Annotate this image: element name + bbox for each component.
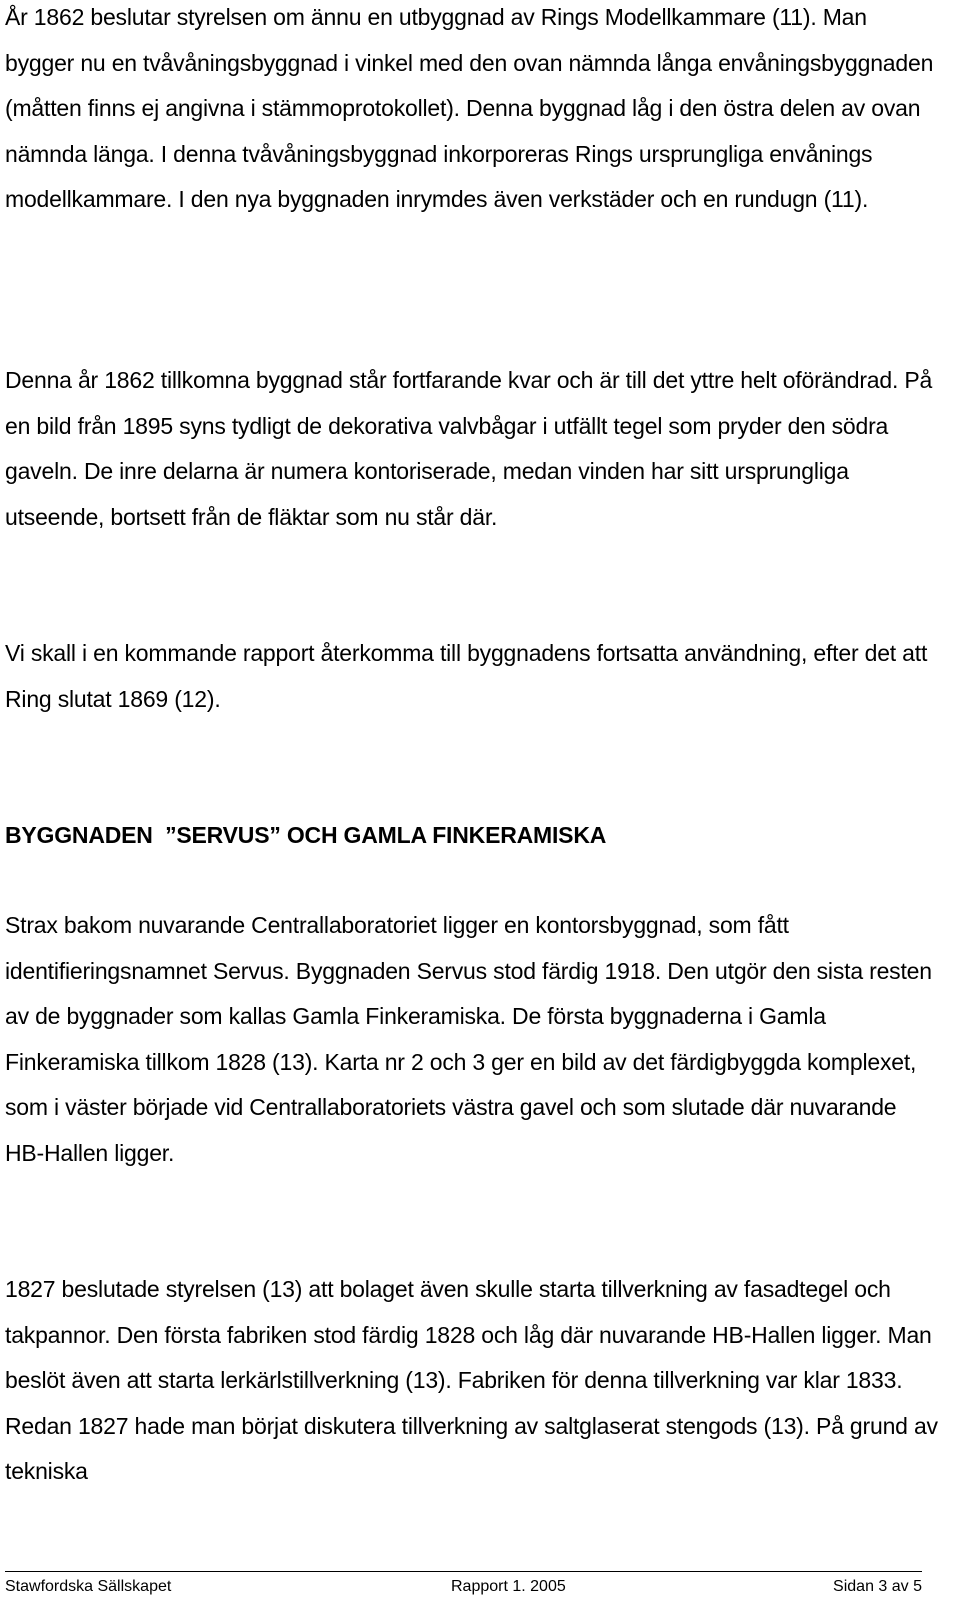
footer-society-name: Stawfordska Sällskapet [5,1578,172,1595]
footer-report-number: Rapport 1. 2005 [451,1578,566,1595]
paragraph-byggnad-1862: Denna år 1862 tillkomna byggnad står fortfarande kvar och är till det yttre helt oförändrad. På en bild från 1895 syns tydligt de dekorativa valvbågar i utfällt tegel som pryder den södra gaveln. De inre delarna är numera kontoriserade, medan vinden har sitt ursprungliga utseende, bortsett från de fläktar som nu står där. [5,367,933,530]
paragraph-kommande-rapport: Vi skall i en kommande rapport återkomma till byggnadens fortsatta användning, efter det att Ring slutat 1869 (12). [5,640,928,712]
section-heading: BYGGNADEN ”SERVUS” OCH GAMLA FINKERAMISKA [5,822,607,848]
paragraph-modellkammare: År 1862 beslutar styrelsen om ännu en utbyggnad av Rings Modellkammare (11). Man bygger nu en tvåvåningsbyggnad i vinkel med den ovan nämnda långa envåningsbyggnaden (måtten finns ej angivna i stämmoprotokollet). Denna byggnad låg i den östra delen av ovan nämnda länga. I denna tvåvåningsbyggnad inkorporeras Rings ursprungliga envånings modellkammare. I den nya byggnaden inrymdes även verkstäder och en rundugn (11). [5,4,934,212]
page-footer [5,1571,922,1602]
paragraph-fabrik-1827: 1827 beslutade styrelsen (13) att bolaget även skulle starta tillverkning av fasadtegel och takpannor. Den första fabriken stod färdig 1828 och låg där nuvarande HB-Hallen ligger. Man beslöt även att starta lerkärlstillverkning (13). Fabriken för denna tillverkning var klar 1833. Redan 1827 hade man börjat diskutera tillverkning av saltglaserat stengods (13). På grund av tekniska [5,1276,938,1484]
footer-page-number: Sidan 3 av 5 [833,1578,922,1595]
paragraph-servus: Strax bakom nuvarande Centrallaboratoriet ligger en kontorsbyggnad, som fått identifieringsnamnet Servus. Byggnaden Servus stod färdig 1918. Den utgör den sista resten av de byggnader som kallas Gamla Finkeramiska. De första byggnaderna i Gamla Finkeramiska tillkom 1828 (13). Karta nr 2 och 3 ger en bild av det färdigbyggda komplexet, som i väster började vid Centrallaboratoriets västra gavel och som slutade där nuvarande HB-Hallen ligger. [5,912,932,1166]
